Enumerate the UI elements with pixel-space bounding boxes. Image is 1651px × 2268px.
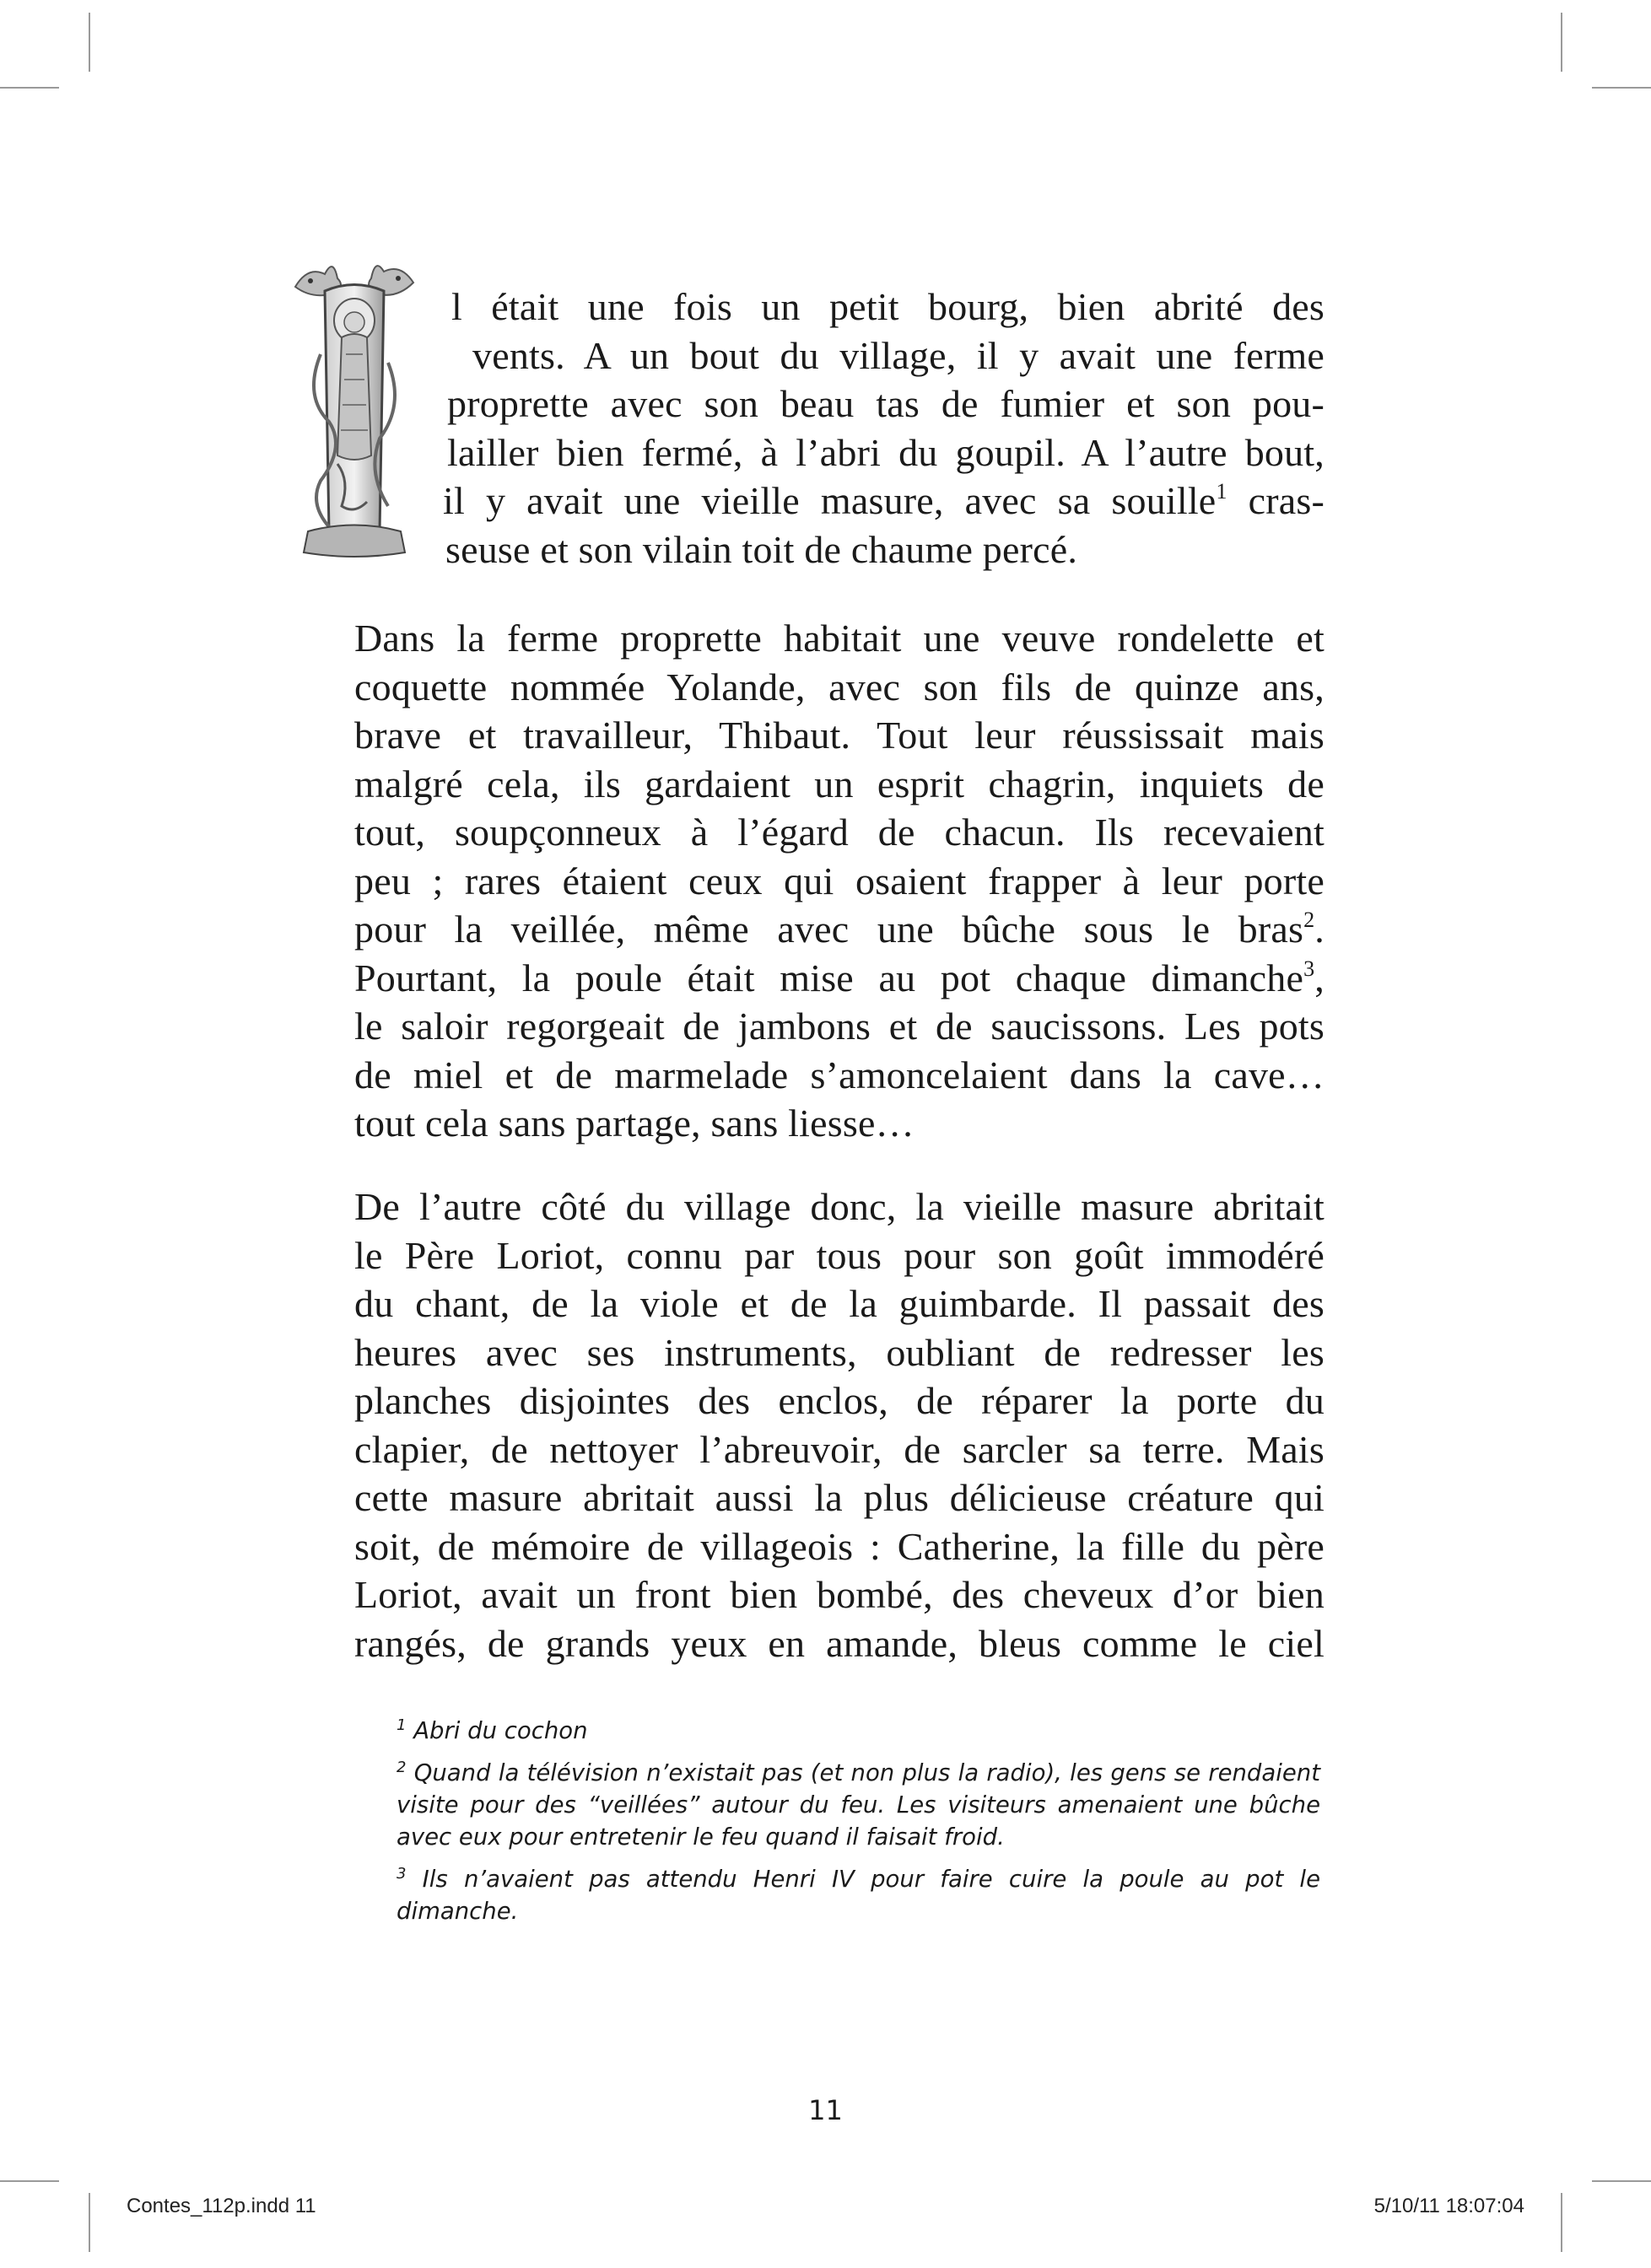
crop-mark — [89, 13, 90, 72]
paragraph-opening — [354, 283, 1325, 574]
crop-mark — [1592, 2180, 1651, 2182]
footnote-1: $^1$ Abri du cochon — [397, 1716, 588, 1744]
footnotes — [397, 1715, 1320, 1937]
text-line: Dans la ferme proprette habitait une veuve rondelette et — [354, 617, 1325, 660]
footnote-2: $^2$ Quand la télévision n’existait pas (et non plus la radio), les gens se rendaient visite pour des “veillées” autour du feu. Les visiteurs amenaient une bûche avec eux pour entretenir le feu quand il faisait froid. — [397, 1759, 1320, 1850]
footnote-ref: 2 — [1303, 908, 1315, 932]
crop-mark — [0, 87, 59, 89]
text-line: le saloir regorgeait de jambons et de saucissons. Les pots — [354, 1005, 1325, 1048]
text-line: tout cela sans partage, sans liesse… — [354, 1102, 915, 1145]
text-line: brave et travailleur, Thibaut. Tout leur réussissait mais — [354, 714, 1325, 757]
text-line: soit, de mémoire de villageois : Catherine, la fille du père — [354, 1524, 1325, 1568]
text-line: seuse et son vilain toit de chaume percé. — [445, 527, 1078, 571]
text-line: clapier, de nettoyer l’abreuvoir, de sarcler sa terre. Mais — [354, 1427, 1325, 1471]
crop-mark — [1592, 87, 1651, 89]
slug-filename: Contes_112p.indd 11 — [127, 2195, 316, 2217]
text-line: Pourtant, la poule était mise au pot chaque dimanche$^3$, — [354, 956, 1325, 999]
text-line: De l’autre côté du village donc, la vieille masure abritait — [354, 1185, 1325, 1228]
text-line: cette masure abritait aussi la plus délicieuse créature qui — [354, 1476, 1325, 1519]
page-number: 11 — [808, 2094, 843, 2126]
text-line: coquette nommée Yolande, avec son fils de quinze ans, — [354, 665, 1325, 708]
text-line: il y avait une vieille masure, avec sa souille$^1$ cras- — [443, 479, 1325, 522]
paragraph-masure — [354, 1182, 1325, 1667]
text-line: le Père Loriot, connu par tous pour son goût immodéré — [354, 1233, 1325, 1277]
crop-mark — [1561, 13, 1562, 72]
crop-mark — [1561, 2193, 1562, 2252]
text-line: du chant, de la viole et de la guimbarde. Il passait des — [354, 1282, 1325, 1325]
footnote-3: $^3$ Ils n’avaient pas attendu Henri IV pour faire cuire la poule au pot le dimanche. — [397, 1865, 1320, 1925]
footnote-ref: 1 — [1216, 479, 1227, 504]
text-line: peu ; rares étaient ceux qui osaient frapper à leur porte — [354, 859, 1325, 902]
text-line: planches disjointes des enclos, de réparer la porte du — [354, 1379, 1325, 1422]
crop-mark — [0, 2180, 59, 2182]
text-line: lailler bien fermé, à l’abri du goupil. A l’autre bout, — [447, 430, 1325, 474]
text-line: heures avec ses instruments, oubliant de redresser les — [354, 1330, 1325, 1374]
slug-datetime: 5/10/11 18:07:04 — [1373, 2195, 1524, 2217]
text-line: pour la veillée, même avec une bûche sous le bras$^2$. — [354, 908, 1325, 951]
text-line: de miel et de marmelade s’amoncelaient dans la cave… — [354, 1053, 1325, 1096]
text-line: Loriot, avait un front bien bombé, des cheveux d’or bien — [354, 1573, 1325, 1616]
text-line: tout, soupçonneux à l’égard de chacun. Ils recevaient — [354, 811, 1325, 854]
text-line: malgré cela, ils gardaient un esprit chagrin, inquiets de — [354, 762, 1325, 805]
text-line: l était une fois un petit bourg, bien abrité des — [451, 285, 1325, 328]
text-line: rangés, de grands yeux en amande, bleus comme le ciel — [354, 1621, 1325, 1665]
text-line: vents. A un bout du village, il y avait une ferme — [472, 333, 1325, 377]
text-line: proprette avec son beau tas de fumier et son pou- — [447, 382, 1325, 425]
crop-mark — [89, 2193, 90, 2252]
paragraph-farm — [354, 614, 1325, 1148]
footnote-ref: 3 — [1303, 956, 1315, 981]
